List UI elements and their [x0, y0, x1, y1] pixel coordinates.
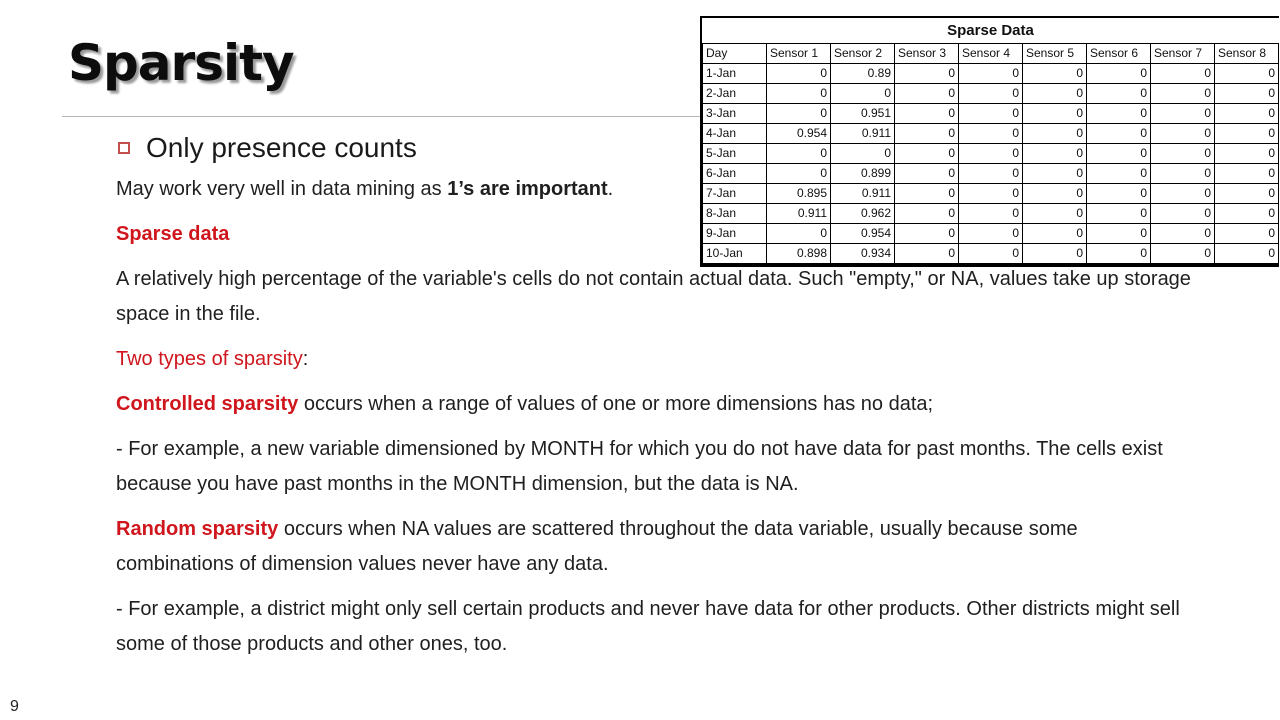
sparse-data-description: A relatively high percentage of the variable's cells do not contain actual data. Such "empty," or NA, values take up storage space in the file.: [116, 268, 1191, 325]
sensor-value-cell: 0: [1215, 64, 1279, 84]
ones-important-text: 1’s are important: [447, 178, 608, 200]
random-sparsity-paragraph: [116, 512, 1196, 582]
slide-title: Sparsity: [68, 34, 294, 92]
sensor-value-cell: 0: [1087, 104, 1151, 124]
sensor-value-cell: 0: [1151, 204, 1215, 224]
sensor-value-cell: 0: [1151, 184, 1215, 204]
sensor-value-cell: 0: [1087, 64, 1151, 84]
sensor-value-cell: 0.962: [831, 204, 895, 224]
sensor-value-cell: 0: [895, 84, 959, 104]
sensor-value-cell: 0: [959, 104, 1023, 124]
sensor-value-cell: 0: [895, 184, 959, 204]
sensor-value-cell: 0.911: [831, 184, 895, 204]
sensor-value-cell: 0: [959, 64, 1023, 84]
sensor-value-cell: 0: [959, 124, 1023, 144]
sensor-value-cell: 0.951: [831, 104, 895, 124]
sensor-value-cell: 0: [831, 144, 895, 164]
column-header: Sensor 3: [895, 44, 959, 64]
sensor-value-cell: 0: [1215, 204, 1279, 224]
table-row: [703, 64, 1279, 84]
sensor-value-cell: 0: [1023, 204, 1087, 224]
day-cell: 7-Jan: [703, 184, 767, 204]
sensor-value-cell: 0: [1215, 164, 1279, 184]
sensor-value-cell: 0.911: [767, 204, 831, 224]
sensor-value-cell: 0.911: [831, 124, 895, 144]
sensor-value-cell: 0: [959, 224, 1023, 244]
random-sparsity-example: - For example, a district might only sell certain products and never have data for other products. Other districts might sell some of those products and other ones, too.: [116, 598, 1180, 655]
sensor-value-cell: 0: [767, 224, 831, 244]
day-cell: 6-Jan: [703, 164, 767, 184]
sensor-value-cell: 0: [1151, 244, 1215, 264]
sensor-value-cell: 0: [1151, 224, 1215, 244]
page-number: 9: [10, 698, 19, 715]
data-mining-text: May work very well in data mining as: [116, 178, 448, 200]
sensor-value-cell: 0: [959, 204, 1023, 224]
two-types-heading: [116, 342, 1196, 377]
sensor-value-cell: 0: [1087, 224, 1151, 244]
sensor-value-cell: 0: [895, 64, 959, 84]
sensor-value-cell: 0: [1215, 244, 1279, 264]
sensor-value-cell: 0: [959, 164, 1023, 184]
colon-text: :: [302, 348, 309, 370]
sensor-value-cell: 0: [767, 84, 831, 104]
sensor-value-cell: 0: [895, 244, 959, 264]
sensor-value-cell: 0: [1151, 84, 1215, 104]
sensor-value-cell: 0: [1215, 184, 1279, 204]
sensor-value-cell: 0: [767, 144, 831, 164]
sensor-value-cell: 0: [767, 104, 831, 124]
period-text: .: [607, 178, 614, 200]
sensor-value-cell: 0: [1087, 164, 1151, 184]
sensor-value-cell: 0: [1087, 184, 1151, 204]
column-header: Sensor 1: [767, 44, 831, 64]
sensor-value-cell: 0: [1023, 64, 1087, 84]
day-cell: 2-Jan: [703, 84, 767, 104]
sensor-value-cell: 0: [1023, 224, 1087, 244]
sensor-value-cell: 0: [831, 84, 895, 104]
sensor-value-cell: 0: [1087, 204, 1151, 224]
table-row: [703, 104, 1279, 124]
slide-body: [116, 128, 1196, 672]
random-sparsity-desc: occurs when NA values are scattered throughout the data variable, usually because some combinations of dimension values never have any data.: [116, 518, 1078, 575]
square-bullet-icon: [118, 142, 130, 154]
sensor-value-cell: 0: [1087, 124, 1151, 144]
table-row: [703, 84, 1279, 104]
sensor-value-cell: 0: [767, 164, 831, 184]
table-header-row: [703, 44, 1279, 64]
sensor-value-cell: 0: [1151, 144, 1215, 164]
sensor-value-cell: 0: [895, 144, 959, 164]
two-types-text: Two types of sparsity: [116, 348, 303, 370]
day-cell: 5-Jan: [703, 144, 767, 164]
controlled-sparsity-term: Controlled sparsity: [116, 393, 299, 415]
sensor-value-cell: 0.934: [831, 244, 895, 264]
sensor-value-cell: 0: [1215, 144, 1279, 164]
sensor-value-cell: 0.899: [831, 164, 895, 184]
day-cell: 8-Jan: [703, 204, 767, 224]
sensor-value-cell: 0: [1215, 124, 1279, 144]
table-caption: Sparse Data: [703, 18, 1279, 44]
sensor-value-cell: 0: [895, 164, 959, 184]
controlled-sparsity-example: - For example, a new variable dimensioned by MONTH for which you do not have data for past months. The cells exist because you have past months in the MONTH dimension, but the data is NA.: [116, 438, 1163, 495]
sensor-value-cell: 0.954: [831, 224, 895, 244]
sensor-value-cell: 0: [1023, 84, 1087, 104]
sensor-value-cell: 0: [1023, 104, 1087, 124]
sensor-value-cell: 0: [1087, 144, 1151, 164]
sensor-value-cell: 0: [1215, 104, 1279, 124]
sensor-value-cell: 0: [1023, 144, 1087, 164]
sensor-value-cell: 0: [895, 224, 959, 244]
day-cell: 9-Jan: [703, 224, 767, 244]
day-cell: 3-Jan: [703, 104, 767, 124]
sensor-value-cell: 0: [959, 244, 1023, 264]
sensor-value-cell: 0: [1087, 84, 1151, 104]
sensor-value-cell: 0.895: [767, 184, 831, 204]
sensor-value-cell: 0: [895, 104, 959, 124]
title-divider: [62, 116, 702, 117]
controlled-sparsity-desc: occurs when a range of values of one or more dimensions has no data;: [298, 393, 934, 415]
day-cell: 10-Jan: [703, 244, 767, 264]
sensor-value-cell: 0: [1215, 224, 1279, 244]
column-header: Sensor 6: [1087, 44, 1151, 64]
sensor-value-cell: 0: [1151, 104, 1215, 124]
column-header: Sensor 7: [1151, 44, 1215, 64]
day-cell: 4-Jan: [703, 124, 767, 144]
column-header: Sensor 4: [959, 44, 1023, 64]
controlled-sparsity-paragraph: [116, 387, 1196, 422]
sensor-value-cell: 0: [767, 64, 831, 84]
sensor-value-cell: 0: [895, 204, 959, 224]
column-header: Sensor 5: [1023, 44, 1087, 64]
paragraph-data-mining: [116, 172, 1196, 207]
sensor-value-cell: 0: [895, 124, 959, 144]
day-cell: 1-Jan: [703, 64, 767, 84]
sensor-value-cell: 0: [1215, 84, 1279, 104]
sensor-value-cell: 0: [959, 144, 1023, 164]
sensor-value-cell: 0: [1023, 184, 1087, 204]
column-header: Day: [703, 44, 767, 64]
sensor-value-cell: 0: [959, 184, 1023, 204]
sensor-value-cell: 0: [1151, 64, 1215, 84]
sensor-value-cell: 0.954: [767, 124, 831, 144]
sensor-value-cell: 0: [1151, 124, 1215, 144]
sensor-value-cell: 0.898: [767, 244, 831, 264]
sensor-value-cell: 0: [1023, 244, 1087, 264]
random-sparsity-term: Random sparsity: [116, 518, 279, 540]
sensor-value-cell: 0: [1023, 124, 1087, 144]
sensor-value-cell: 0: [1151, 164, 1215, 184]
bullet-text: Only presence counts: [146, 132, 417, 163]
sensor-value-cell: 0: [959, 84, 1023, 104]
sensor-value-cell: 0: [1087, 244, 1151, 264]
bullet-item: [116, 128, 1196, 168]
sensor-value-cell: 0: [1023, 164, 1087, 184]
column-header: Sensor 2: [831, 44, 895, 64]
column-header: Sensor 8: [1215, 44, 1279, 64]
sparse-data-heading: Sparse data: [116, 223, 230, 245]
sensor-value-cell: 0.89: [831, 64, 895, 84]
